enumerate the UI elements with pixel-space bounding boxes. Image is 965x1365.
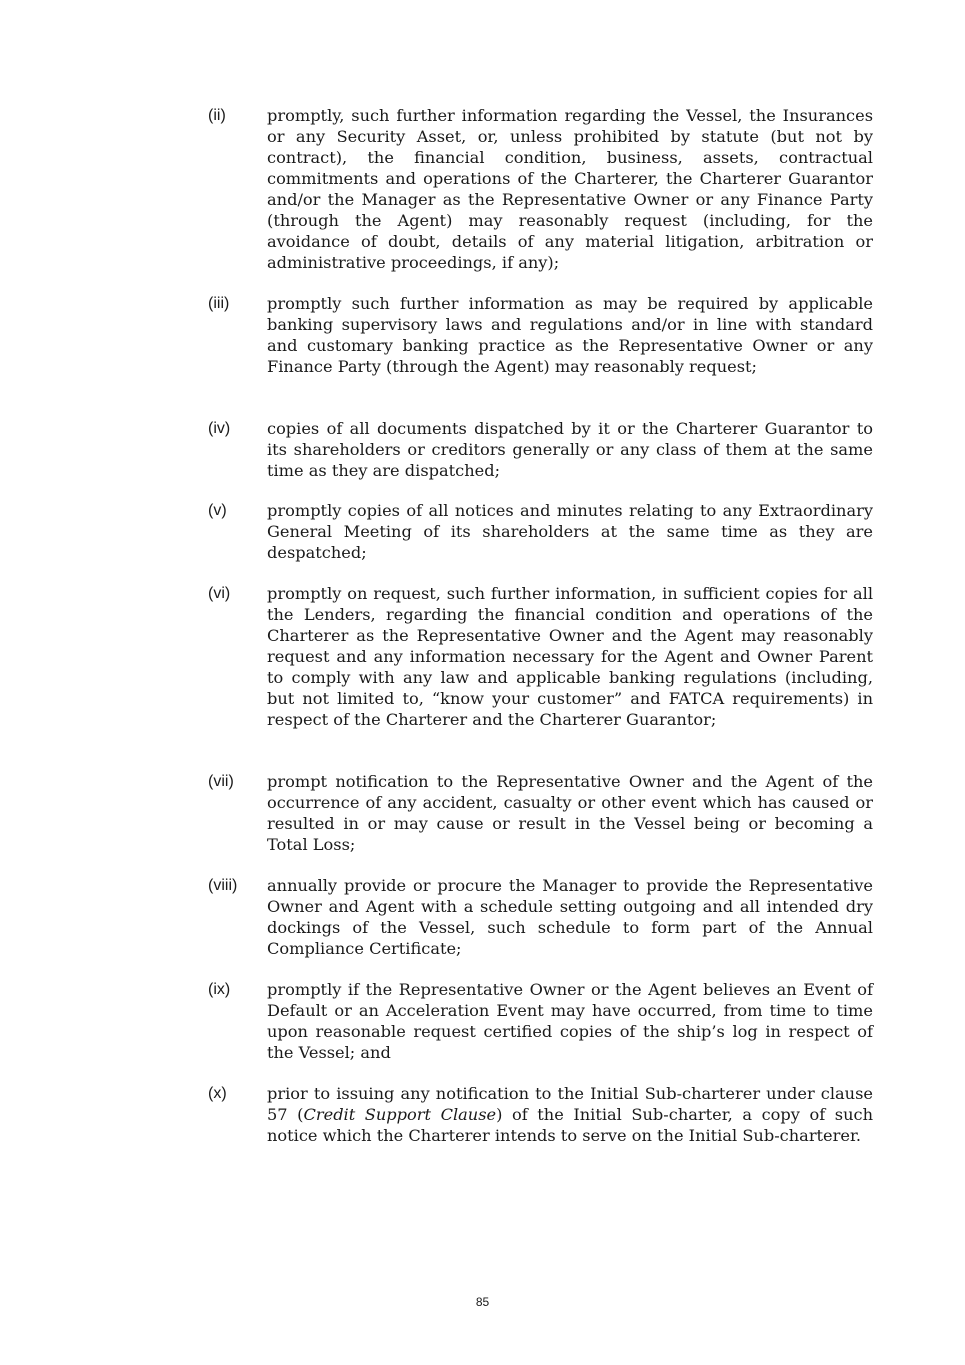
item-text: copies of all documents dispatched by it or the Charterer Guarantor to its shareholders or creditors generally or any class of them at the same time as they are dispatched; <box>267 419 873 480</box>
item-text-before: prior to issuing any notification to the Initial Sub-charterer under clause 57 ( <box>267 1084 873 1124</box>
clause-title-italic: Credit Support Clause <box>303 1105 497 1124</box>
item-text: promptly on request, such further information, in sufficient copies for all the Lenders, regarding the financial condition and operations of the Charterer as the Representative Owner and the Agent may reasonably request and any information necessary for the Agent and Owner Parent to comply with any law and applicable banking regulations (including, but not limited to, “know your customer” and FATCA requirements) in respect of the Charterer and the Charterer Guarantor; <box>267 584 873 729</box>
item-text: promptly, such further information regarding the Vessel, the Insurances or any Security Asset, or, unless prohibited by statute (but not by contract), the financial condition, business, assets, contractual commitments and operations of the Charterer, the Charterer Guarantor and/or the Manager as the Representative Owner or any Finance Party (through the Agent) may reasonably request (including, for the avoidance of doubt, details of any material litigation, arbitration or administrative proceedings, if any); <box>267 106 873 272</box>
item-label: (ii) <box>208 107 226 124</box>
item-text: annually provide or procure the Manager to provide the Representative Owner and Agent with a schedule setting outgoing and all intended dry dockings of the Vessel, such schedule to form part of the Annual Compliance Certificate; <box>267 876 873 958</box>
item-label: (iv) <box>208 420 231 437</box>
item-label: (iii) <box>208 295 230 312</box>
item-text: promptly such further information as may be required by applicable banking supervisory laws and regulations and/or in line with standard and customary banking practice as the Representative Owner or any Finance Party (through the Agent) may reasonably request; <box>267 294 873 376</box>
item-label: (v) <box>208 502 227 519</box>
item-label: (vii) <box>208 773 234 790</box>
item-text <box>267 1083 873 1146</box>
item-text-after: ) of the Initial Sub-charter, a copy of such notice which the Charterer intends to serve on the Initial Sub-charterer. <box>267 1105 873 1145</box>
item-text: prompt notification to the Representative Owner and the Agent of the occurrence of any accident, casualty or other event which has caused or resulted in or may cause or result in the Vessel being or becoming a Total Loss; <box>267 772 873 854</box>
item-label: (viii) <box>208 877 238 894</box>
item-label: (ix) <box>208 981 231 998</box>
item-text: promptly copies of all notices and minutes relating to any Extraordinary General Meeting of its shareholders at the same time as they are despatched; <box>267 501 873 562</box>
page-number: 85 <box>475 1295 490 1309</box>
item-text: promptly if the Representative Owner or the Agent believes an Event of Default or an Acceleration Event may have occurred, from time to time upon reasonable request certified copies of the ship’s log in respect of the Vessel; and <box>267 980 873 1062</box>
item-label: (vi) <box>208 585 231 602</box>
item-label: (x) <box>208 1085 227 1102</box>
